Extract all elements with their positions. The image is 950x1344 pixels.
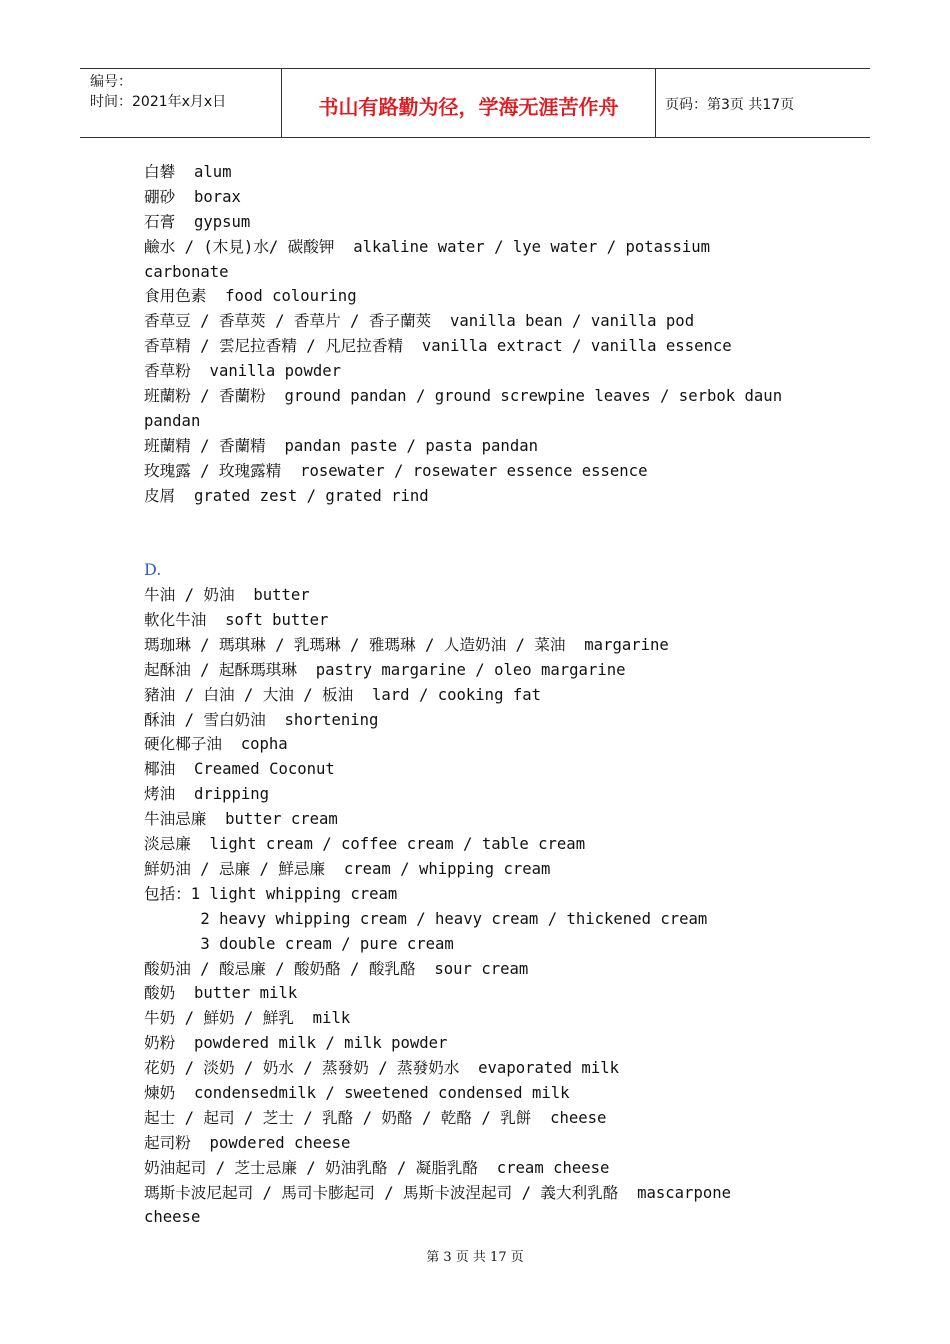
glossary-line: 鹼水 / (木見)水/ 碳酸钾 alkaline water / lye water / potassium bbox=[144, 237, 710, 256]
header-left-cell bbox=[80, 69, 280, 137]
glossary-line: 淡忌廉 light cream / coffee cream / table cream bbox=[144, 835, 586, 854]
glossary-line: 香草粉 vanilla powder bbox=[144, 362, 341, 381]
glossary-line: 香草豆 / 香草莢 / 香草片 / 香子蘭莢 vanilla bean / vanilla pod bbox=[144, 312, 695, 331]
spacer bbox=[144, 508, 804, 533]
glossary-line: 牛油忌廉 butter cream bbox=[144, 810, 338, 829]
glossary-line: 椰油 Creamed Coconut bbox=[144, 760, 335, 779]
glossary-line: 奶油起司 / 芝士忌廉 / 奶油乳酪 / 凝脂乳酪 cream cheese bbox=[144, 1158, 610, 1177]
page-info: 页码：第3页 共17页 bbox=[665, 97, 795, 113]
page-header bbox=[80, 68, 870, 138]
glossary-line: 起酥油 / 起酥瑪琪琳 pastry margarine / oleo margarine bbox=[144, 660, 626, 679]
glossary-line: 起司粉 powdered cheese bbox=[144, 1133, 351, 1152]
glossary-line: 硼砂 borax bbox=[144, 187, 241, 206]
glossary-line: 瑪斯卡波尼起司 / 馬司卡膨起司 / 馬斯卡波涅起司 / 義大利乳酪 mascarpone bbox=[144, 1183, 731, 1202]
glossary-line: 牛油 / 奶油 butter bbox=[144, 586, 310, 605]
glossary-line: 牛奶 / 鮮奶 / 鮮乳 milk bbox=[144, 1009, 351, 1028]
glossary-line: pandan bbox=[144, 411, 201, 430]
glossary-line: 玫瑰露 / 玫瑰露精 rosewater / rosewater essence essence bbox=[144, 461, 648, 480]
glossary-line: 石膏 gypsum bbox=[144, 212, 251, 231]
number-label: 编号： bbox=[90, 74, 132, 90]
glossary-line: cheese bbox=[144, 1208, 201, 1227]
glossary-line: 煉奶 condensedmilk / sweetened condensed milk bbox=[144, 1083, 570, 1102]
glossary-line: 酸奶 butter milk bbox=[144, 984, 298, 1003]
date-line: 时间：2021年x月x日 bbox=[90, 94, 227, 110]
header-right-cell bbox=[655, 69, 870, 137]
glossary-line: 軟化牛油 soft butter bbox=[144, 611, 329, 630]
header-motto-cell bbox=[281, 69, 656, 137]
glossary-line: carbonate bbox=[144, 262, 229, 281]
glossary-line: 班蘭精 / 香蘭精 pandan paste / pasta pandan bbox=[144, 436, 538, 455]
section-d-heading: D. bbox=[144, 560, 162, 580]
glossary-line: 鮮奶油 / 忌廉 / 鮮忌廉 cream / whipping cream bbox=[144, 859, 551, 878]
glossary-line: 酥油 / 雪白奶油 shortening bbox=[144, 710, 379, 729]
page-footer: 第 3 页 共 17 页 bbox=[426, 1250, 524, 1265]
glossary-line: 香草精 / 雲尼拉香精 / 凡尼拉香精 vanilla extract / vanilla essence bbox=[144, 337, 732, 356]
spacer bbox=[144, 533, 804, 558]
glossary-line: 班蘭粉 / 香蘭粉 ground pandan / ground screwpine leaves / serbok daun bbox=[144, 387, 783, 406]
section-d-list bbox=[144, 583, 804, 1230]
glossary-line: 包括：1 light whipping cream bbox=[144, 884, 398, 903]
motto: 书山有路勤为径，学海无涯苦作舟 bbox=[318, 95, 619, 119]
glossary-line: 起士 / 起司 / 芝士 / 乳酪 / 奶酪 / 乾酪 / 乳餅 cheese bbox=[144, 1108, 607, 1127]
glossary-line: 豬油 / 白油 / 大油 / 板油 lard / cooking fat bbox=[144, 685, 542, 704]
glossary-line: 2 heavy whipping cream / heavy cream / thickened cream bbox=[144, 909, 708, 928]
glossary-line: 酸奶油 / 酸忌廉 / 酸奶酪 / 酸乳酪 sour cream bbox=[144, 959, 529, 978]
glossary-line: 花奶 / 淡奶 / 奶水 / 蒸發奶 / 蒸發奶水 evaporated milk bbox=[144, 1059, 619, 1078]
glossary-line: 硬化椰子油 copha bbox=[144, 735, 288, 754]
glossary-line: 食用色素 food colouring bbox=[144, 287, 357, 306]
glossary-line: 烤油 dripping bbox=[144, 785, 270, 804]
document-body bbox=[144, 160, 804, 1230]
glossary-line: 瑪珈琳 / 瑪琪琳 / 乳瑪琳 / 雅瑪琳 / 人造奶油 / 菜油 margarine bbox=[144, 635, 669, 654]
section-c-list bbox=[144, 160, 804, 508]
glossary-line: 3 double cream / pure cream bbox=[144, 934, 454, 953]
glossary-line: 白礬 alum bbox=[144, 163, 232, 181]
glossary-line: 皮屑 grated zest / grated rind bbox=[144, 486, 429, 505]
glossary-line: 奶粉 powdered milk / milk powder bbox=[144, 1034, 448, 1053]
